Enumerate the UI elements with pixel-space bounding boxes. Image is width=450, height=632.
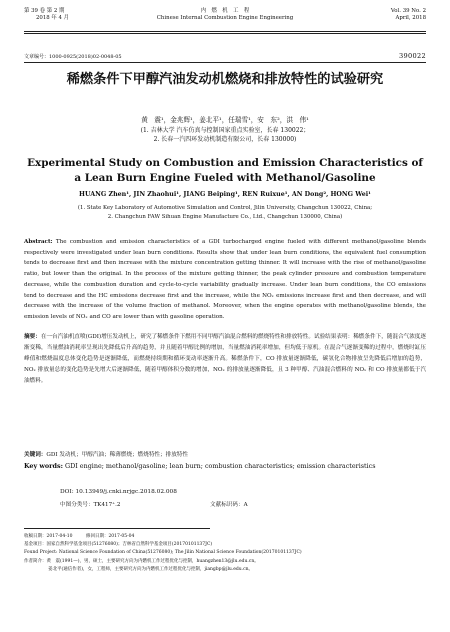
footnote-corresponding: 姜北平(通信作者)，女，工程师，主要研究方向为内燃机工作过程优化与控制，jiangbp@jlu.edu.cn。 xyxy=(48,566,254,572)
doi: DOI: 10.13949/j.cnki.nrjgc.2018.02.008 xyxy=(60,489,177,495)
abstract-label-cn: 摘要： xyxy=(24,334,41,340)
classification-number: 中图分类号：TK417⁺.2 xyxy=(60,502,121,508)
footnotes xyxy=(24,533,426,574)
abstract-chinese xyxy=(24,332,426,387)
keywords-english xyxy=(24,461,426,473)
article-meta xyxy=(24,53,426,60)
keywords-chinese xyxy=(24,450,426,458)
keywords-text-cn: GDI 发动机；甲醇汽油；稀薄燃烧；燃烧特性；排放特性 xyxy=(46,452,188,458)
abstract-text-cn: 在一台汽油机直喷(GDI)增压发动机上，研究了稀燃条件下燃用不同甲醇汽油混合燃料的燃烧特性和排放特性。试验结果表明：稀燃条件下，随混合气浓度逐渐变稀，当量燃油消耗率呈现出先降低后升高的趋势，并且随着甲醇比例的增加，当量燃油消耗率增加，但均低于原机。在混合气逐渐变稀的过程中，燃烧时缸压峰值和燃烧温度总体变化趋势是逐渐降低，而燃烧持续期和循环变动率逐渐升高。稀燃条件下，CO 排放量逐渐降低，碳氢化合物排放呈先降低后增加的趋势，NOₓ 排放量总的变化趋势是先增大后逐渐降低，随着甲醇体积分数的增加，NOₓ 的排放量逐渐降低，且 3 种甲醇、汽油混合燃料的 NOₓ 和 CO 排放量都低于汽油燃料。 xyxy=(24,334,426,384)
document-code: 文献标识码：A xyxy=(210,502,248,508)
running-header xyxy=(24,8,426,30)
abstract-text-en: The combustion and emission characteristics of a GDI turbocharged engine fueled with different methanol/gasoline blends respectively were investigated under lean burn conditions. Results show that under lean burn conditions, the equivalent fuel consumption tends to decrease first and then increase with the mixture concentration getting thinner. It will increase with the rise of methanol/gasoline ratio, but lower than the original. In the process of the mixture getting thinner, the peak cylinder pressure and combustion temperature decrease, while the combustion duration and cycle-to-cycle variability gradually increase. Under lean burn conditions, the CO emissions tend to decrease and the HC emissions decrease first and the increase, while the NOₓ emissions increase first and then decrease, and will decrease with the increase of the volume fraction of methanol. Moreover, when the engine operates with methanol/gasoline blends, the emission levels of NOₓ and CO are lower than with gasoline operation. xyxy=(24,239,426,320)
keywords-text-en: GDI engine; methanol/gasoline; lean burn; combustion characteristics; emission characteristics xyxy=(62,462,376,470)
title-chinese: 稀燃条件下甲醇汽油发动机燃烧和排放特性的试验研究 xyxy=(66,72,384,87)
header-rule-thin xyxy=(24,33,426,34)
article-number: 文章编号：1000-0925(2018)02-0048-05 xyxy=(24,54,122,60)
authors-chinese: 黄 震¹，金兆辉¹，姜北平¹，任瑞雪¹，安 东²，洪 伟¹ xyxy=(141,116,309,124)
meta-rule xyxy=(24,62,426,63)
journal-name: 内 燃 机 工 程 Chinese Internal Combustion Engine Engineering xyxy=(156,8,294,22)
footnote-dates: 收稿日期：2017-04-10 修回日期：2017-05-04 xyxy=(24,534,135,539)
footnote-fund-cn: 基金项目：国家自然科学基金项目(51276080)；吉林省自然科学基金项目(20170101137JC) xyxy=(24,542,213,548)
abstract-english xyxy=(24,237,426,323)
keywords-label-en: Key words: xyxy=(24,462,63,470)
footnote-rule xyxy=(24,528,210,529)
journal-volume-en: Vol. 39 No. 2 April, 2018 xyxy=(390,8,426,22)
footnote-fund-en: Found Project: National Science Foundation of China(51276080); The Jilin National Science Foundation(20170101137JC) xyxy=(24,550,302,556)
footnote-author: 作者简介：黄 震(1991—)，男，硕士，主要研究方向为内燃机工作过程优化与控制，huangzhen13@jlu.edu.cn。 xyxy=(24,558,259,564)
authors-english: HUANG Zhen¹, JIN Zhaohui¹, JIANG Beiping¹, REN Ruixue¹, AN Dong², HONG Wei¹ xyxy=(79,191,371,198)
article-code: 390022 xyxy=(399,52,426,60)
abstract-label-en: Abstract: xyxy=(24,239,53,245)
keywords-label-cn: 关键词： xyxy=(24,452,47,458)
affiliations-chinese: (1. 吉林大学 汽车仿真与控制国家重点实验室，长春 130022； 2. 长春一汽四环发动机制造有限公司，长春 130000) xyxy=(140,127,310,143)
header-rule xyxy=(24,31,426,32)
title-english: Experimental Study on Combustion and Emission Characteristics of a Lean Burn Engine Fueled with Methanol/Gasoline xyxy=(27,157,423,184)
journal-volume-issue: 第 39 卷 第 2 期 2018 年 4 月 xyxy=(24,8,70,22)
affiliations-english: (1. State Key Laboratory of Automotive Simulation and Control, Jilin University, Changchun 130022, China; 2. Changchun FAW Sihuan Engine Manufacture Co., Ltd., Changchun 130000, China) xyxy=(77,205,373,220)
